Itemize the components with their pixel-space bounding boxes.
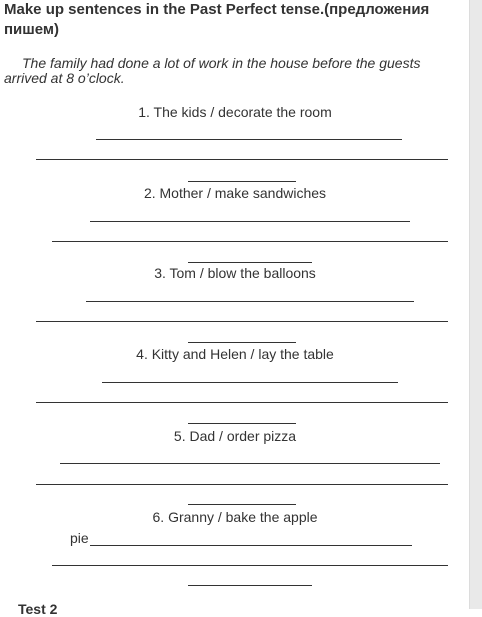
answer-line-3[interactable] xyxy=(188,423,296,424)
answer-line-2[interactable] xyxy=(36,484,448,485)
answer-line-1[interactable] xyxy=(102,382,398,383)
example-sentence xyxy=(4,56,454,86)
exercise-item-4 xyxy=(0,346,470,426)
exercise-prompt: 4. Kitty and Helen / lay the table xyxy=(136,346,334,362)
exercise-prompt: 6. Granny / bake the apple xyxy=(152,509,318,525)
exercise-prompt: 5. Dad / order pizza xyxy=(173,428,297,444)
exercise-item-1 xyxy=(0,104,470,184)
answer-line-2[interactable] xyxy=(52,565,448,566)
answer-line-3[interactable] xyxy=(188,585,312,586)
exercise-item-5 xyxy=(0,428,470,508)
answer-line-2[interactable] xyxy=(36,159,448,160)
example-text: The family had done a lot of work in the house before the guests arrived at 8 o’clock. xyxy=(4,55,421,86)
next-section-heading: Test 2 xyxy=(18,601,58,617)
answer-line-1[interactable] xyxy=(96,139,402,140)
answer-line-3[interactable] xyxy=(188,181,296,182)
answer-line-1[interactable] xyxy=(90,221,410,222)
exercise-prompt: 1. The kids / decorate the room xyxy=(138,104,332,120)
page-edge-strip xyxy=(469,0,482,609)
answer-line-1[interactable] xyxy=(60,463,440,464)
answer-line-3[interactable] xyxy=(188,504,296,505)
answer-line-2[interactable] xyxy=(52,241,448,242)
answer-line-1[interactable] xyxy=(86,301,414,302)
task-heading: Make up sentences in the Past Perfect tense.(предложения пишем) xyxy=(4,1,430,38)
answer-line-2[interactable] xyxy=(36,321,448,322)
exercise-prompt: 2. Mother / make sandwiches xyxy=(143,185,327,201)
answer-line-3[interactable] xyxy=(188,262,312,263)
answer-line-2[interactable] xyxy=(36,402,448,403)
prompt-continuation: pie xyxy=(70,530,89,546)
exercise-prompt: 3. Tom / blow the balloons xyxy=(154,265,316,281)
answer-line-3[interactable] xyxy=(188,342,296,343)
exercise-item-3 xyxy=(0,265,470,345)
exercise-item-6 xyxy=(0,509,470,589)
exercise-item-2 xyxy=(0,185,470,265)
answer-line-1[interactable] xyxy=(90,545,412,546)
